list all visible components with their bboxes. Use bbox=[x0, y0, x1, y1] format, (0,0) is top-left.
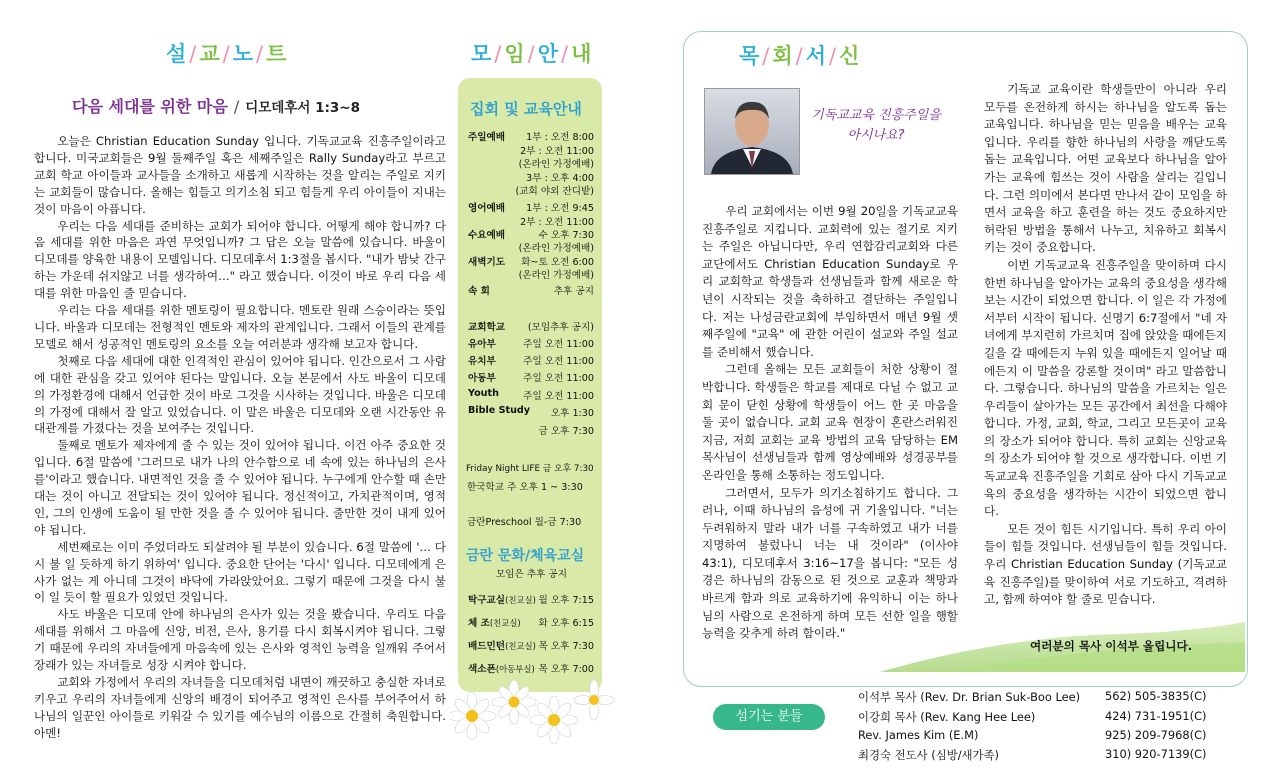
meeting-heading: 집회 및 교육안내 bbox=[470, 100, 582, 118]
culture-class-notice: 모임은 추후 공지 bbox=[496, 569, 567, 580]
staff-name: Rev. James Kim (E.M) bbox=[858, 728, 979, 742]
korean-school: 한국학교 주 오후 1 ~ 3:30 bbox=[467, 482, 583, 493]
sermon-body bbox=[34, 133, 446, 742]
sermon-paragraph: 교회와 가정에서 우리의 자녀들을 디모데처럼 내면이 깨끗하고 충실한 자녀로 키우고 우리의 자녀들에게 신앙의 배경이 되어주고 영적인 은사를 부어주어서 하나님의 일꾼인 아이들로 키워갈 수 있기를 예수님의 이름으로 간절히 축원합니다. 아멘! bbox=[34, 675, 446, 740]
sermon-reference: 디모데후서 1:3~8 bbox=[245, 100, 361, 116]
staff-phone: 925) 209-7968(C) bbox=[1105, 728, 1207, 742]
preschool: 금란Preschool 월-금 7:30 bbox=[467, 517, 582, 528]
pastor-letter-title: 목 / 회 / 서 / 신 bbox=[739, 44, 860, 68]
letter-left-column bbox=[702, 203, 958, 643]
staff-phone: 562) 505-3835(C) bbox=[1105, 689, 1207, 703]
letter-paragraph: 그러면서, 모두가 의기소침하기도 합니다. 그러나, 이때 하나님의 음성에 귀 기울입니다. "너는 두려워하지 말라 내가 너를 구속하였고 내가 너를 지명하여 불렀나니 너는 내 것이라" (이사야 43:1), 디모데후서 3:16~17을 봅니다: "모든 성경은 하나님의 감동으로 된 것으로 교훈과 책망과 바르게 함과 의로 교육하기에 유익하니 이는 하나님의 사람으로 온전하게 하며 모든 선한 일을 행할 능력을 갖추게 하려 함이라." bbox=[702, 485, 958, 641]
letter-paragraph: 모든 것이 힘든 시기입니다. 특히 우리 아이들이 힘들 것입니다. 선생님들이 힘들 것입니다. 우리 Christian Education Sunday (기독교교육 진흥주일)를 맞이하여 서로 기도하고, 격려하고, 함께 하여야 할 줄로 믿습니다. bbox=[984, 521, 1227, 607]
letter-paragraph: 우리 교회에서는 이번 9월 20일을 기독교교육 진흥주일로 지킵니다. 교회력에 있는 절기로 지키는 주일은 아닙니다만, 우리 연합감리교회와 다른 교단에서도 Christian Education Sunday로 우리 교회학교 학생들과 선생님들과 함께 새로운 학년이 시작되는 것을 축하하고 결단하는 주일입니다. 저는 나성금란교회에 부임하면서 매년 9월 셋째주일에 "교육" 에 관한 어린이 설교와 주일 설교를 준비해서 했습니다. bbox=[702, 204, 958, 359]
letter-paragraph: 이번 기독교교육 진흥주일을 맞이하며 다시 한번 하나님을 알아가는 교육의 중요성을 생각해보는 시간이 되었으면 합니다. 이 일은 각 가정에서부터 시작이 됩니다. 신명기 6:7절에서 "네 자녀에게 부지런히 가르치며 집에 앉았을 때에든지 길을 갈 때에든지 누워 있을 때에든지 일어날 때에든지 이 말씀을 강론할 것이며" 라고 말씀합니다. 그렇습니다. 하나님의 말씀을 가르치는 일은 우리들이 살아가는 모든 공간에서 최선을 다해야 합니다. 가정, 교회, 학교, 그리고 모든곳이 교육의 장소가 되어야 합니다. 특히 교회는 신앙교육의 장소가 되어야 할 것으로 생각합니다. 이번 기독교교육 진흥주일을 기회로 삼아 다시 기독교교육의 중요성을 생각하는 시간이 되었으면 합니다. bbox=[984, 257, 1227, 519]
letter-signature: 여러분의 목사 이석부 올립니다. bbox=[1030, 639, 1193, 653]
meeting-section-title: 모 / 임 / 안 / 내 bbox=[471, 42, 592, 66]
staff-phone: 310) 920-7139(C) bbox=[1105, 747, 1207, 761]
sermon-paragraph: 사도 바울은 디모데 안에 하나님의 은사가 있는 것을 봤습니다. 우리도 다음 세대를 위해서 그 마음에 신앙, 비전, 은사, 용기를 다시 회복시켜야 됩니다. 그렇기 때문에 우리의 자녀들에게 마음속에 있는 은사와 영적인 능력을 일깨워 주어서 장래가 있는 자녀들로 성장 시켜야 합니다. bbox=[34, 607, 446, 673]
culture-class-heading: 금란 문화/체육교실 bbox=[466, 548, 585, 564]
sermon-paragraph: 오늘은 Christian Education Sunday 입니다. 기독교교육 진흥주일이라고 합니다. 미국교회들은 9월 둘째주일 혹은 세째주일은 Rally Sunday라고 부르고 교회 학교 아이들과 교사들을 소개하고 새롭게 시작하는 것을 알리는 주일로 지키는 교회들이 많습니다. 올해는 힘들고 의기소침 되고 힘들게 우리 아이들이 지내는 것이 마음이 아픕니다. bbox=[34, 134, 446, 216]
letter-callout: 기독교교육 진흥주일을 아시나요? bbox=[811, 108, 941, 143]
daisy-decoration-icon bbox=[450, 676, 614, 746]
sermon-heading bbox=[72, 94, 360, 117]
sermon-paragraph: 첫째로 다음 세대에 대한 인격적인 관심이 있어야 됩니다. 인간으로서 그 사람에 대한 관심을 갖고 있어야 된다는 말입니다. 오늘 본문에서 사도 바울이 디모데의 가정환경에 대해서 언급한 것이 바로 그것을 시사하는 것입니다. 바울은 디모데의 가정에 대해서 잘 알고 있었습니다. 이 말은 바울은 디모데와 오랜 시간동안 유대관계를 가졌다는 것을 보여주는 것입니다. bbox=[34, 353, 446, 436]
sermon-paragraph: 우리는 다음 세대를 위한 멘토링이 필요합니다. 멘토란 원래 스승이라는 뜻입니다. 바울과 디모데는 전형적인 멘토와 제자의 관계입니다. 그래서 이들의 관계를 모델로 해서 성공적인 멘토링의 요소를 오늘 여러분과 생각해 보고자 합니다. bbox=[34, 303, 446, 351]
staff-name: 이강희 목사 (Rev. Kang Hee Lee) bbox=[858, 710, 1036, 724]
person-icon bbox=[705, 89, 799, 174]
staff-name: 이석부 목사 (Rev. Dr. Brian Suk-Boo Lee) bbox=[858, 690, 1081, 704]
sermon-section-title: 설 / 교 / 노 / 트 bbox=[166, 42, 287, 66]
pastor-photo bbox=[704, 88, 800, 175]
sermon-title: 다음 세대를 위한 마음 bbox=[72, 97, 228, 116]
staff-name: 최경숙 전도사 (심방/새가족) bbox=[858, 748, 1000, 762]
sermon-paragraph: 우리는 다음 세대를 준비하는 교회가 되어야 합니다. 어떻게 해야 합니까? 다음 세대를 위한 마음은 과연 무엇입니까? 그 답은 오늘 말씀에 있습니다. 바울이 디모데를 양육한 내용이 모델입니다. 디모데후서 1:3절을 봅시다. "내가 밤낮 간구하는 가운데 쉬지않고 너를 생각하여…" 라고 했습니다. 이것이 바로 우리 다음 세대를 위한 마음인 줄 믿습니다. bbox=[34, 218, 446, 301]
letter-right-column bbox=[984, 81, 1227, 609]
sermon-separator: / bbox=[233, 97, 240, 116]
staff-badge: 섬기는 분들 bbox=[713, 704, 825, 730]
letter-paragraph: 기독교 교육이란 학생들만이 아니라 우리 모두를 온전하게 하시는 하나님을 알도록 돕는 교육입니다. 하나님을 믿는 믿음을 배우는 교육입니다. 우리를 향한 하나님의 사랑을 깨닫도록 돕는 교육입니다. 어떤 교육보다 하나님을 알아가는 교육에 힘쓰는 것이 사람을 살리는 길입니다. 그런 의미에서 본다면 만나서 같이 모임을 하면서 교육을 하고 훈련을 하는 것도 중요하지만 허락된 방법을 통해서 나누고, 치유하고 회복시키는 것이 중요합니다. bbox=[984, 82, 1227, 255]
letter-paragraph: 그런데 올해는 모든 교회들이 처한 상황이 절박합니다. 학생들은 학교를 제대로 다닐 수 없고 교회 문이 닫힌 상황에 학생들이 어느 한 곳 마음을 둘 곳이 없습니다. 교회 교육 현장이 혼란스러워진 지금, 저희 교회는 교육 방법의 교육 담당하는 EM목사님이 선생님들과 함께 영상예배와 성경공부를 온라인을 통해 소통하는 정도입니다. bbox=[702, 362, 958, 482]
staff-phone: 424) 731-1951(C) bbox=[1105, 709, 1207, 723]
sermon-paragraph: 둘째로 멘토가 제자에게 줄 수 있는 것이 있어야 됩니다. 이건 아주 중요한 것입니다. 6절 말씀에 '그러므로 내가 나의 안수함으로 네 속에 있는 하나님의 은사를'이라고 했습니다. 내면적인 것을 줄 수 있어야 됩니다. 누구에게 안수할 때 손만 대는 것이 아니고 전달되는 것이 있어야 됩니다. 정신적이고, 가치관적이며, 영적인, 그의 인생에 도움이 될 만한 것을 줄 수 있어야 됩니다. 줄만한 것이 내게 있어야 됩니다. bbox=[34, 438, 446, 537]
sermon-paragraph: 세번째로는 이미 주었더라도 되살려야 될 부분이 있습니다. 6절 말씀에 '… 다시 불 일 듯하게 하기 위하여' 입니다. 중요한 단어는 '다시' 입니다. 디모데에게 은사가 없는 게 아니데 그것이 바닥에 가라앉았어요. 그렇기 때문에 그것을 다시 불이 일 듯이 할 필요가 있었던 것입니다. bbox=[34, 539, 446, 605]
friday-night-life: Friday Night LIFE 금 오후 7:30 bbox=[466, 464, 594, 474]
